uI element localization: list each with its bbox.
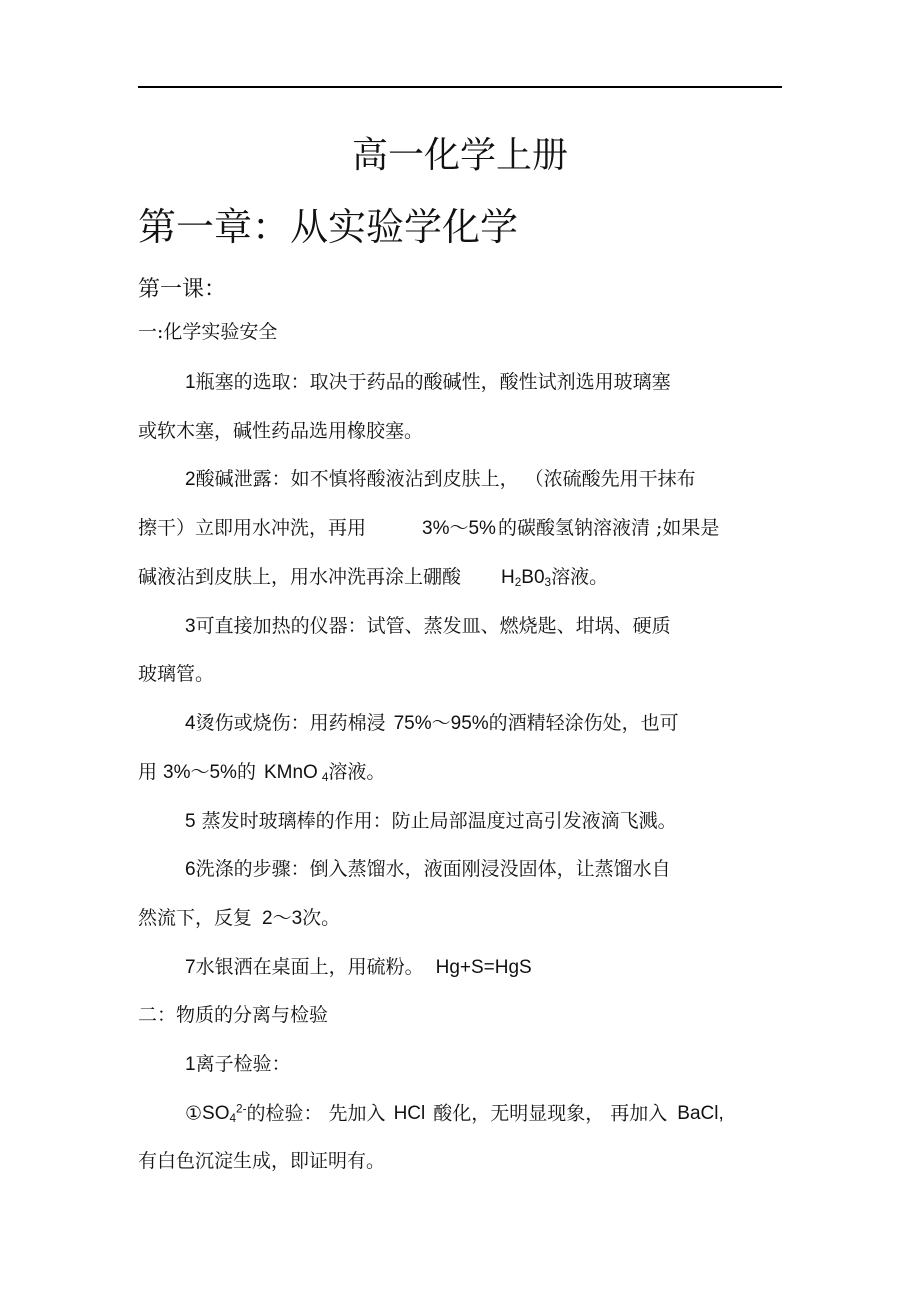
item-number: 7 [185,957,196,978]
formula-part: SO [202,1103,230,1125]
item-text: 的 [236,761,256,783]
item-3-line-1 [185,617,671,636]
concentration: 3%～5% [163,762,237,783]
item-text: 蒸发时玻璃棒的作用：防止局部温度过高引发液滴飞溅。 [201,810,677,832]
item-2-line-1 [185,470,696,489]
circled-number-marker: ① [185,1102,203,1125]
chapter-heading: 第一章：从实验学化学 [138,205,519,249]
item-text: 的酒精轻涂伤处，也可 [488,712,679,734]
formula-kmno4 [264,762,328,783]
item-6-line-1 [185,860,671,879]
formula-superscript: 2- [236,1103,247,1116]
item-text: 酸碱泄露：如不慎将酸液沾到皮肤上， （浓硫酸先用干抹布 [195,468,696,490]
concentration: 3%～5% [422,518,496,539]
item-number: 3 [185,616,196,637]
item-5-line-1 [185,812,677,831]
section-heading-safety: 一:化学实验安全 [138,321,278,343]
document-title: 高一化学上册 [351,135,568,176]
header-rule [138,86,782,88]
item-text: 可直接加热的仪器：试管、蒸发皿、燃烧匙、坩埚、硬质 [195,615,671,637]
item-1-line-1 [185,373,671,392]
item-1-line-2: 或软木塞，碱性药品选用橡胶塞。 [138,420,424,442]
item-text: 离子检验： [195,1053,291,1075]
item-number: 1 [185,372,196,393]
chemical-equation: Hg+S=HgS [435,957,532,978]
item-number: 5 [185,811,196,832]
item-number: 1 [185,1054,196,1075]
item-text: 烫伤或烧伤：用药棉浸 [195,712,386,734]
formula-subscript: 2 [514,575,522,589]
item-text: 的碳酸氢钠溶液清 ;如果是 [497,517,720,539]
formula-part: H [501,567,515,588]
ion-test-line-1 [185,1104,724,1125]
item-text: 次。 [302,907,341,929]
item-4-line-2 [138,763,385,784]
item-7-line-1 [185,958,532,977]
formula-subscript: 4 [321,770,329,784]
item-text: 溶液。 [328,761,386,783]
sub-1-line-1 [185,1055,291,1074]
item-number: 2 [185,469,196,490]
item-2-line-2 [138,519,719,538]
item-text: 擦干）立即用水冲洗，再用 [138,517,367,539]
repeat-count: 2～3 [262,908,303,929]
item-number: 6 [185,859,196,880]
formula-part: KMnO [263,762,318,783]
item-text: 用 [138,761,158,783]
section-heading-separation: 二：物质的分离与检验 [138,1004,329,1026]
formula-subscript: 3 [544,575,552,589]
item-text: 然流下，反复 [138,907,253,929]
formula-bacl: BaCl, [677,1103,724,1125]
item-3-line-2: 玻璃管。 [138,663,215,685]
item-text: 瓶塞的选取：取决于药品的酸碱性，酸性试剂选用玻璃塞 [195,371,671,393]
formula-subscript: 4 [229,1112,237,1126]
ion-test-line-2: 有白色沉淀生成，即证明有。 [138,1150,386,1172]
item-number: 4 [185,713,196,734]
item-2-line-3 [138,568,608,589]
formula-h3bo3 [501,567,551,588]
concentration: 75%～95% [393,713,489,734]
lesson-heading: 第一课： [138,277,227,302]
formula-so4 [202,1103,246,1124]
item-text: 酸化，无明显现象， 再加入 [433,1102,668,1125]
item-text: 洗涤的步骤：倒入蒸馏水，液面刚浸没固体，让蒸馏水自 [195,858,671,880]
item-text: 碱液沾到皮肤上，用水冲洗再涂上硼酸 [138,566,462,588]
item-text: 溶液。 [551,566,609,588]
item-4-line-1 [185,714,679,733]
formula-part: B0 [521,567,545,588]
formula-hcl: HCl [393,1103,426,1125]
item-text: 水银洒在桌面上，用硫粉。 [195,956,424,978]
item-6-line-2 [138,909,340,928]
item-text: 的检验： 先加入 [246,1102,386,1125]
